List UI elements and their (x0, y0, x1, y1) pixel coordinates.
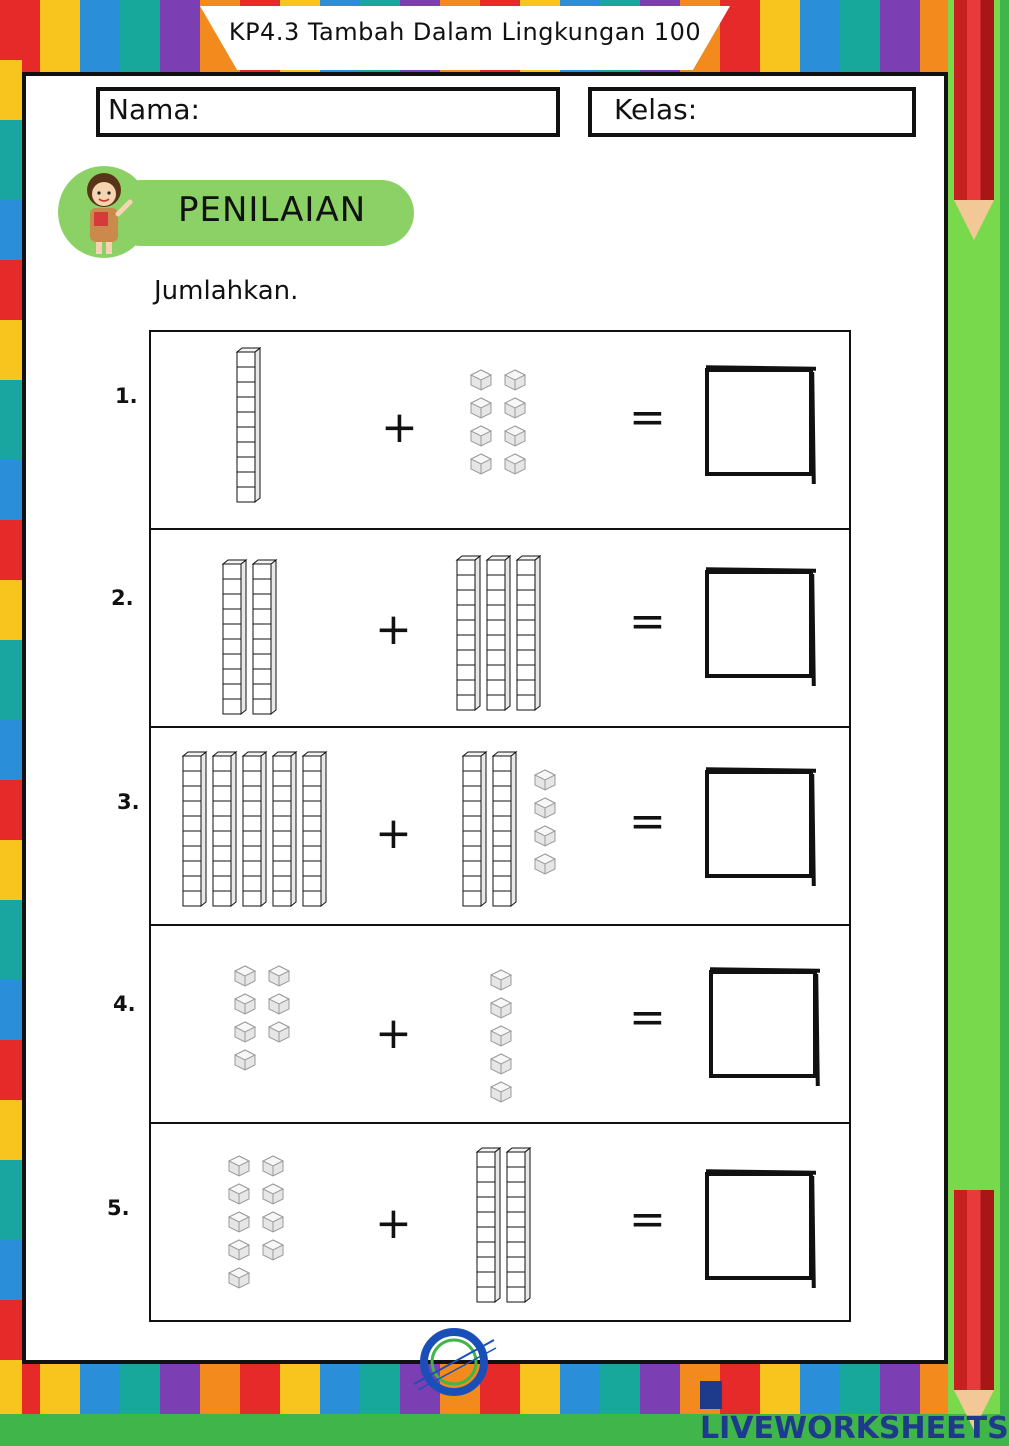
tens-rod (237, 348, 260, 502)
question-row (113, 926, 849, 1124)
unit-cube (471, 398, 491, 418)
question-row (117, 728, 849, 926)
answer-box[interactable] (705, 770, 813, 878)
question-number: 3. (117, 790, 140, 814)
unit-cube (471, 426, 491, 446)
unit-cube (235, 966, 255, 986)
ones-cubes (227, 1154, 301, 1300)
unit-cube (229, 1212, 249, 1232)
watermark-text: LIVEWORKSHEETS (700, 1411, 1009, 1446)
equals-sign: = (629, 1194, 666, 1245)
tens-rods (477, 1148, 543, 1306)
ones-cubes (469, 368, 543, 486)
unit-cube (269, 994, 289, 1014)
worksheet-title: KP4.3 Tambah Dalam Lingkungan 100 (228, 18, 702, 46)
equals-sign: = (629, 992, 666, 1043)
question-row (111, 530, 849, 728)
tens-rod (463, 752, 486, 906)
unit-cube (491, 1026, 511, 1046)
tens-rod (183, 752, 206, 906)
nama-field[interactable] (96, 87, 560, 137)
equals-sign: = (629, 596, 666, 647)
unit-cube (229, 1240, 249, 1260)
liveworksheets-logo-icon (700, 1381, 722, 1409)
unit-cube (505, 398, 525, 418)
unit-cube (235, 994, 255, 1014)
tens-rod (223, 560, 246, 714)
unit-cube (471, 454, 491, 474)
tens-rod (493, 752, 516, 906)
ones-cubes (233, 964, 307, 1082)
unit-cube (229, 1184, 249, 1204)
school-logo-icon (404, 1322, 504, 1402)
equals-sign: = (629, 392, 666, 443)
unit-cube (263, 1240, 283, 1260)
question-number: 2. (111, 586, 134, 610)
kelas-field[interactable] (588, 87, 916, 137)
tens-rods (463, 752, 529, 910)
pencil-border-right (948, 0, 1000, 1414)
nama-label: Nama: (108, 93, 200, 126)
teacher-girl-icon (74, 168, 134, 256)
tens-rod (243, 752, 266, 906)
unit-cube (491, 970, 511, 990)
answer-box[interactable] (705, 570, 813, 678)
tens-rod (253, 560, 276, 714)
answer-box[interactable] (705, 368, 813, 476)
tens-rod (213, 752, 236, 906)
unit-cube (491, 1082, 511, 1102)
liveworksheets-watermark (700, 1376, 1009, 1446)
ones-cubes (489, 968, 529, 1114)
question-grid (107, 330, 851, 1322)
unit-cube (505, 454, 525, 474)
tens-rod (477, 1148, 500, 1302)
plus-sign: + (375, 1008, 412, 1059)
question-row (115, 332, 849, 530)
tens-rod (457, 556, 480, 710)
unit-cube (491, 1054, 511, 1074)
unit-cube (471, 370, 491, 390)
answer-box[interactable] (705, 1172, 813, 1280)
plus-sign: + (375, 808, 412, 859)
tens-rod (487, 556, 510, 710)
question-number: 5. (107, 1196, 130, 1220)
unit-cube (269, 966, 289, 986)
unit-cube (263, 1184, 283, 1204)
badge-label: PENILAIAN (178, 190, 367, 230)
unit-cube (263, 1212, 283, 1232)
equals-sign: = (629, 796, 666, 847)
pencil-border-left (0, 0, 22, 1414)
ones-cubes (533, 768, 573, 886)
unit-cube (535, 826, 555, 846)
section-badge (58, 166, 414, 248)
question-number: 4. (113, 992, 136, 1016)
answer-box[interactable] (709, 970, 817, 1078)
unit-cube (235, 1022, 255, 1042)
tens-rod (507, 1148, 530, 1302)
pencil-icon (954, 1190, 994, 1390)
unit-cube (491, 998, 511, 1018)
plus-sign: + (375, 1198, 412, 1249)
tens-rod (303, 752, 326, 906)
plus-sign: + (381, 402, 418, 453)
tens-rods (237, 348, 273, 506)
unit-cube (535, 770, 555, 790)
tens-rods (457, 556, 553, 714)
unit-cube (505, 426, 525, 446)
question-number: 1. (115, 384, 138, 408)
unit-cube (505, 370, 525, 390)
unit-cube (535, 854, 555, 874)
unit-cube (263, 1156, 283, 1176)
unit-cube (269, 1022, 289, 1042)
unit-cube (229, 1156, 249, 1176)
unit-cube (235, 1050, 255, 1070)
question-row (107, 1124, 849, 1322)
unit-cube (229, 1268, 249, 1288)
instruction-text: Jumlahkan. (154, 276, 299, 306)
tens-rods (223, 560, 289, 718)
kelas-label: Kelas: (614, 93, 698, 126)
plus-sign: + (375, 604, 412, 655)
tens-rod (517, 556, 540, 710)
tens-rods (183, 752, 339, 910)
pencil-icon (954, 0, 994, 200)
tens-rod (273, 752, 296, 906)
unit-cube (535, 798, 555, 818)
